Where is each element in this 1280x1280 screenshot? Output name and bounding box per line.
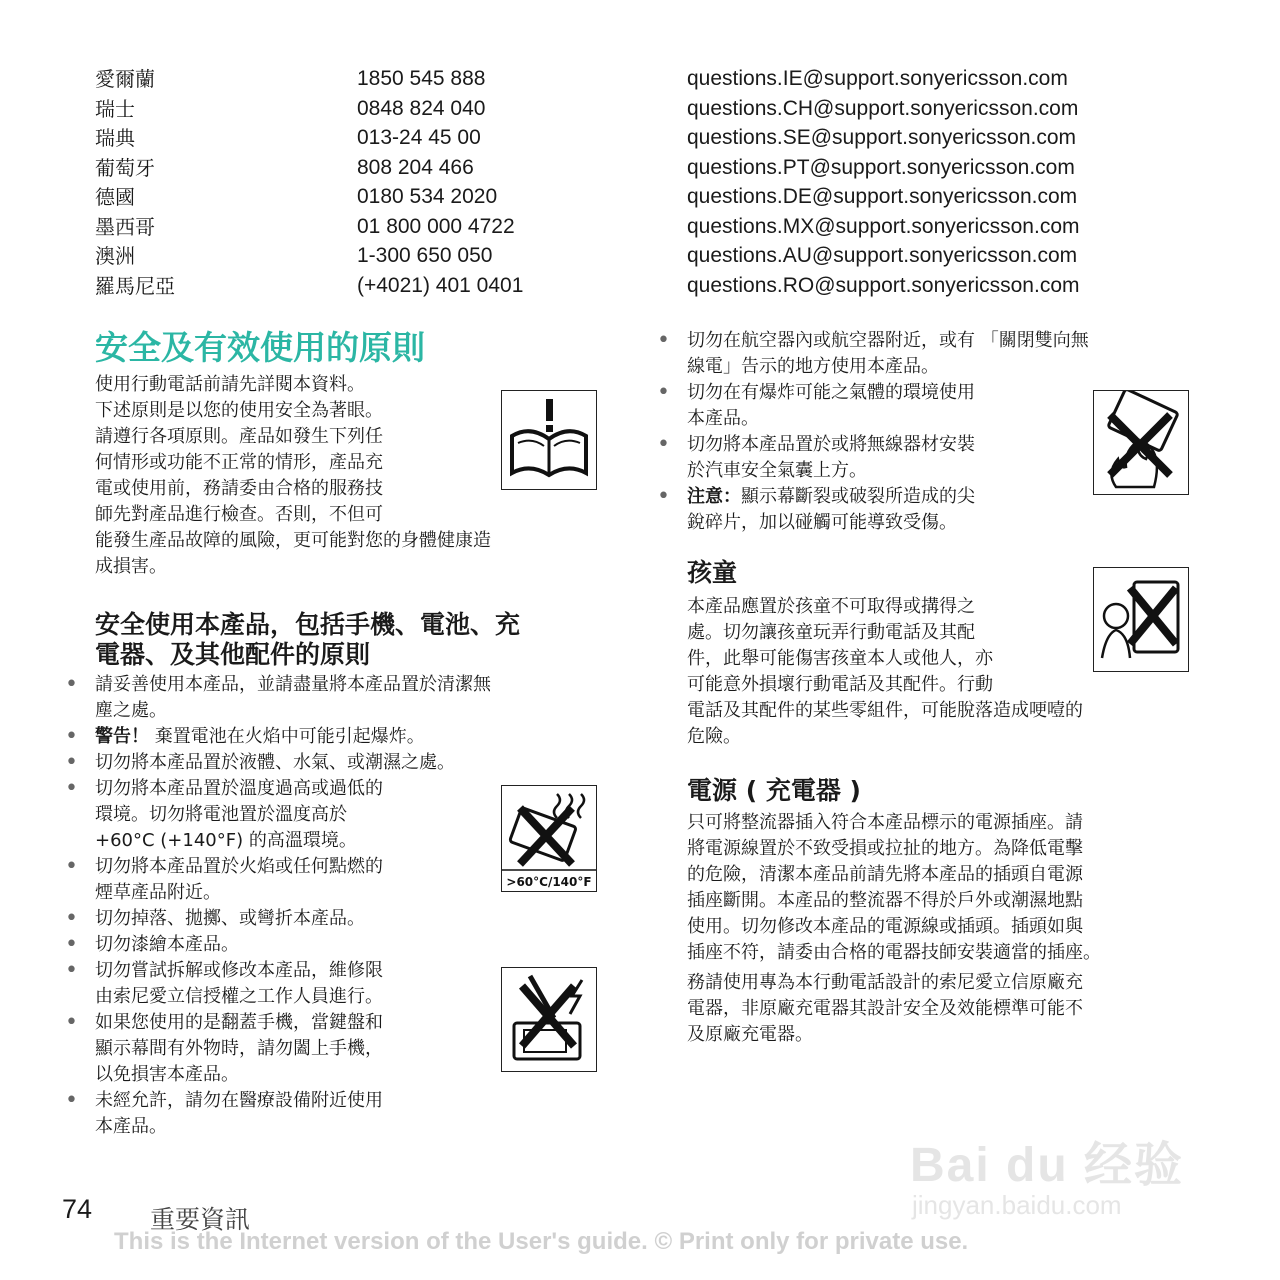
safety-title: 安全及有效使用的原則 [95,328,425,367]
contact-phone: 013-24 45 00 [357,126,481,149]
list-item: • 切勿將本產品置於液體、水氣、或潮濕之處。 [65,750,605,776]
list-item: • 切勿掉落、拋擲、或彎折本產品。 [65,906,605,932]
intro-line: 成損害。 [95,556,167,577]
contact-phone: 1-300 650 050 [357,244,493,267]
intro-line: 電或使用前，務請委由合格的服務技 [95,478,383,499]
contact-country: 德國 [95,185,135,209]
contact-email: questions.MX@support.sonyericsson.com [687,215,1080,238]
internet-version-notice: This is the Internet version of the User's guide. © Print only for private use. [114,1228,969,1255]
keep-away-from-children-icon [1093,567,1189,672]
contact-email: questions.SE@support.sonyericsson.com [687,126,1077,149]
read-manual-icon [501,390,597,490]
contact-row [95,182,1195,212]
contact-phone: 0180 534 2020 [357,185,498,208]
intro-line: 能發生產品故障的風險，更可能對您的身體健康造 [95,530,491,551]
product-title-line: 安全使用本產品，包括手機、電池、充 [95,610,521,639]
emphasis-label: 警告！ [95,726,149,747]
contact-phone: 0848 824 040 [357,97,486,120]
watermark-brand: Bai du 经验 [910,1139,1185,1192]
no-explosive-gas-icon [1093,390,1189,495]
contact-row [95,241,1195,271]
contact-phone: (+4021) 401 0401 [357,274,524,297]
contact-email: questions.RO@support.sonyericsson.com [687,274,1080,297]
contact-country: 愛爾蘭 [95,67,155,91]
contact-country: 墨西哥 [95,215,155,239]
list-item: • 切勿漆繪本產品。 [65,932,605,958]
intro-line: 請遵行各項原則。產品如發生下列任 [95,426,383,447]
list-item: • 切勿將本產品置於火焰或任何點燃的 煙草產品附近。 [65,854,605,906]
list-item: • 請妥善使用本產品，並請盡量將本產品置於清潔無 塵之處。 [65,672,605,724]
list-item: • 如果您使用的是翻蓋手機，當鍵盤和 顯示幕間有外物時，請勿闔上手機， 以免損害本產品。 [65,1010,605,1088]
contact-country: 瑞典 [95,126,135,150]
intro-line: 師先對產品進行檢查。否則，不但可 [95,504,383,525]
page-number: 74 [62,1194,93,1224]
contact-email: questions.CH@support.sonyericsson.com [687,97,1079,120]
power-title: 電源 ( 充電器 ) [687,776,861,805]
contact-phone: 808 204 466 [357,156,474,179]
contact-row [95,123,1195,153]
temp-label: >60°C/140°F [506,875,592,889]
section-name: 重要資訊 [150,1205,251,1234]
contact-email: questions.DE@support.sonyericsson.com [687,185,1078,208]
product-title-line: 電器、及其他配件的原則 [95,640,371,669]
contact-country: 澳洲 [95,244,135,268]
intro-line: 使用行動電話前請先詳閱本資料。 [95,374,365,395]
no-high-temperature-icon [501,785,597,892]
contact-row [95,212,1195,242]
intro-line: 何情形或功能不正常的情形，產品充 [95,452,383,473]
emphasis-label: 注意： [687,486,741,507]
list-item: • 切勿在有爆炸可能之氣體的環境使用 本產品。 [657,380,1197,432]
list-item: • 注意：顯示幕斷裂或破裂所造成的尖 銳碎片，加以碰觸可能導致受傷。 [657,484,1197,536]
list-item: • 切勿將本產品置於或將無線器材安裝 於汽車安全氣囊上方。 [657,432,1197,484]
list-item: • 切勿嘗試拆解或修改本產品，維修限 由索尼愛立信授權之工作人員進行。 [65,958,605,1010]
list-item: • 警告！ 棄置電池在火焰中可能引起爆炸。 [65,724,605,750]
contact-email: questions.IE@support.sonyericsson.com [687,67,1068,90]
list-item: • 切勿將本產品置於溫度過高或過低的 環境。切勿將電池置於溫度高於 +60°C (+140°F) 的高溫環境。 [65,776,605,854]
contact-phone: 01 800 000 4722 [357,215,515,238]
watermark-url: jingyan.baidu.com [912,1190,1122,1220]
list-item: • 切勿在航空器內或航空器附近，或有 「關閉雙向無 線電」告示的地方使用本產品。 [657,328,1197,380]
list-item: • 未經允許，請勿在醫療設備附近使用 本產品。 [65,1088,605,1140]
intro-line: 下述原則是以您的使用安全為著眼。 [95,400,383,421]
contact-email: questions.AU@support.sonyericsson.com [687,244,1078,267]
power-text: 只可將整流器插入符合本產品標示的電源插座。請 將電源線置於不致受損或拉扯的地方。為降低電擊 的危險，清潔本產品前請先將本產品的插頭自電源 插座斷開。本產品的整流器不得於戶外或潮濕地點 使用。切勿修改本產品的電源線或插頭。插頭如與 插座不符，請委由合格的電器技師安裝適當的插座。 務請使用專為本行動電話設計的索尼愛立信原廠充 電器，非原廠充電器其設計安全及效能標準可能不 及原廠充電器。 [687,812,1101,1045]
product-title [95,610,615,670]
contact-row [95,64,1195,94]
contact-country: 瑞士 [95,97,135,121]
children-title: 孩童 [687,558,738,587]
contact-row [95,153,1195,183]
contact-email: questions.PT@support.sonyericsson.com [687,156,1075,179]
contact-row [95,271,1195,301]
contact-phone: 1850 545 888 [357,67,486,90]
children-text: 本產品應置於孩童不可取得或搆得之 處。切勿讓孩童玩弄行動電話及其配 件，此舉可能傷害孩童本人或他人，亦 可能意外損壞行動電話及其配件。行動 電話及其配件的某些零組件，可能脫落造成哽噎的 危險。 [687,596,1083,747]
contact-country: 葡萄牙 [95,156,155,180]
no-disassemble-icon [501,967,597,1072]
contact-country: 羅馬尼亞 [95,274,175,298]
contact-row [95,94,1195,124]
